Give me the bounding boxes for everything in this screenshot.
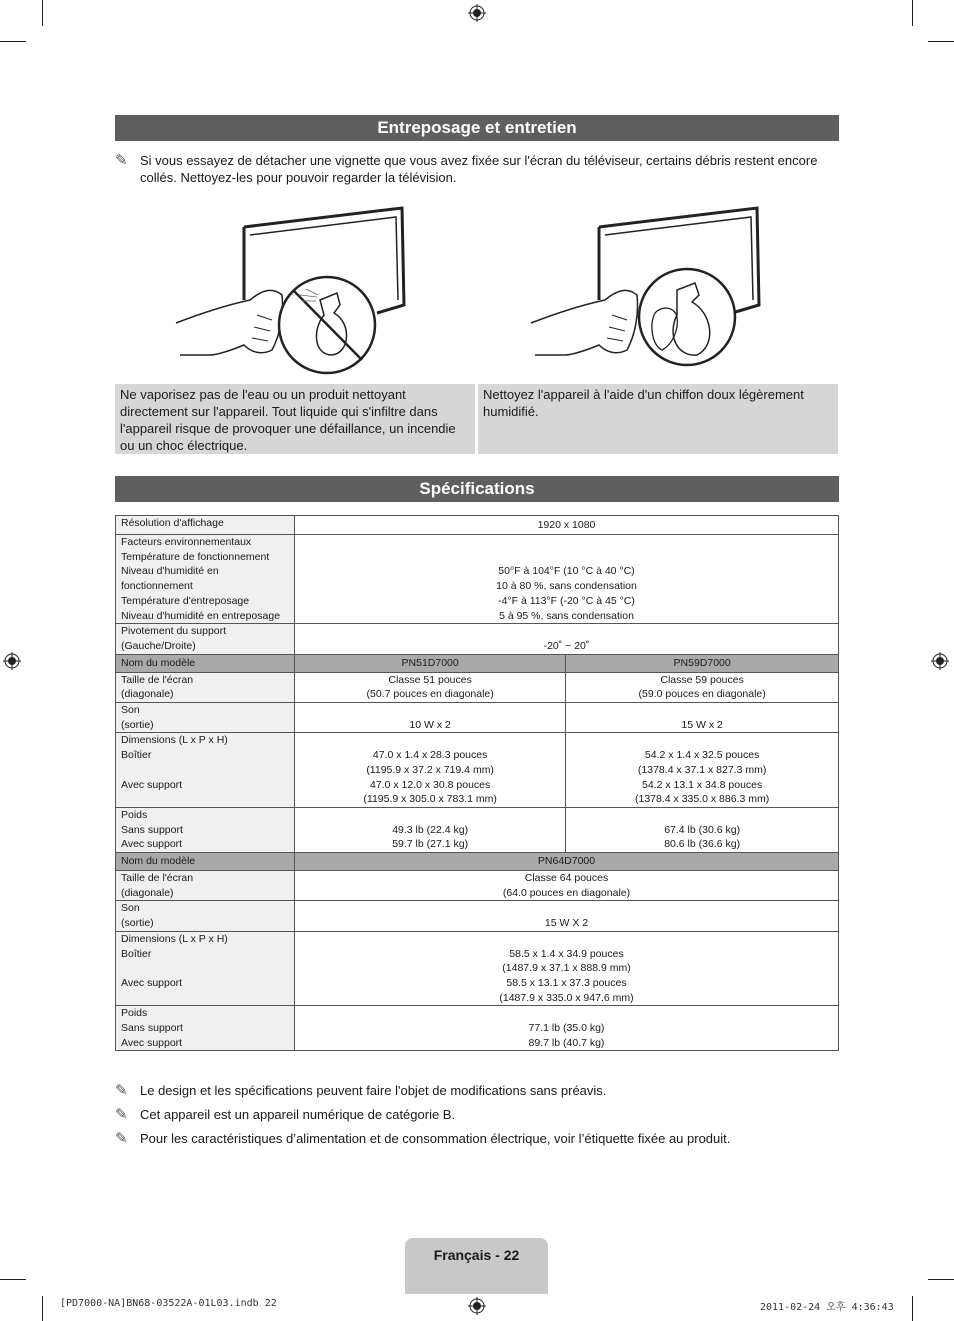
pencil-note-icon: ✎ bbox=[115, 1082, 128, 1099]
crop-mark bbox=[0, 41, 26, 42]
table-row bbox=[116, 901, 839, 931]
pencil-note-icon: ✎ bbox=[115, 1130, 128, 1147]
caption-cloth: Nettoyez l'appareil à l'aide d'un chiffon doux légèrement humidifié. bbox=[478, 384, 838, 454]
spec-label-line: Avec support bbox=[121, 1036, 183, 1049]
spec-value-line: 67.4 lb (30.6 kg) bbox=[664, 823, 741, 836]
spec-value-line: (1378.4 x 37.1 x 827.3 mm) bbox=[637, 763, 767, 776]
spec-label-line: (sortie) bbox=[121, 718, 154, 731]
table-row bbox=[116, 931, 839, 1005]
spec-value-line: 77.1 lb (35.0 kg) bbox=[528, 1022, 605, 1035]
table-row bbox=[116, 1006, 839, 1051]
spec-label-spacer bbox=[121, 961, 289, 976]
spec-value: 10 W x 2 bbox=[295, 703, 566, 733]
spec-label-spacer bbox=[121, 991, 289, 1006]
spec-value: -20˚ ~ 20˚ bbox=[295, 624, 839, 654]
spec-label-line: Température d'entreposage bbox=[121, 594, 250, 607]
spec-label: Nom du modèle bbox=[116, 853, 295, 871]
spec-label bbox=[116, 535, 295, 624]
spec-value-line: 50°F à 104°F (10 °C à 40 °C) bbox=[498, 565, 635, 578]
spec-note bbox=[115, 1082, 839, 1099]
spec-value-line: Classe 51 pouces bbox=[388, 673, 472, 686]
model-name: PN51D7000 bbox=[295, 654, 566, 672]
spec-label-line: Dimensions (L x P x H) bbox=[121, 932, 228, 945]
spec-value bbox=[566, 733, 839, 807]
model-name: PN59D7000 bbox=[566, 654, 839, 672]
spec-value-line: 58.5 x 1.4 x 34.9 pouces bbox=[509, 947, 624, 960]
crop-mark bbox=[928, 41, 954, 42]
spec-label-line: Poids bbox=[121, 1007, 148, 1020]
spec-label-line: Niveau d'humidité en fonctionnement bbox=[121, 565, 219, 593]
spec-value: 15 W x 2 bbox=[566, 703, 839, 733]
cloth-spray-icon bbox=[527, 205, 763, 377]
registration-mark-icon bbox=[468, 1297, 486, 1315]
spec-label-line: Avec support bbox=[121, 838, 183, 851]
spec-label-line: (diagonale) bbox=[121, 688, 174, 701]
spec-value-line: (50.7 pouces en diagonale) bbox=[366, 688, 494, 701]
spec-label bbox=[116, 624, 295, 654]
crop-mark bbox=[912, 0, 913, 26]
spec-label-line: Température de fonctionnement bbox=[121, 550, 270, 563]
slug-left: [PD7000-NA]BN68-03522A-01L03.indb 22 bbox=[60, 1298, 277, 1309]
spec-note-text: Le design et les spécifications peuvent faire l'objet de modifications sans préavis. bbox=[140, 1083, 607, 1098]
storage-note bbox=[115, 152, 839, 186]
spec-value-line: 54.2 x 13.1 x 34.8 pouces bbox=[642, 778, 763, 791]
spec-label-line: Facteurs environnementaux bbox=[121, 536, 252, 548]
spec-value-line: 58.5 x 13.1 x 37.3 pouces bbox=[506, 976, 627, 989]
table-row bbox=[116, 871, 839, 901]
spec-value-line: 49.3 lb (22.4 kg) bbox=[392, 823, 469, 836]
spec-label bbox=[116, 931, 295, 1005]
spec-label-line: Poids bbox=[121, 808, 148, 821]
section-title-storage: Entreposage et entretien bbox=[115, 115, 839, 141]
spec-label-line: (sortie) bbox=[121, 917, 154, 930]
spec-label bbox=[116, 807, 295, 852]
spec-value-line: 47.0 x 12.0 x 30.8 pouces bbox=[370, 778, 491, 791]
spec-value-line: (1195.9 x 305.0 x 783.1 mm) bbox=[363, 793, 497, 806]
slug-right: 2011-02-24 오후 4:36:43 bbox=[760, 1302, 894, 1313]
spec-label bbox=[116, 901, 295, 931]
table-row bbox=[116, 516, 839, 535]
spec-label-line: Boîtier bbox=[121, 947, 152, 960]
spec-value-line: (1378.4 x 335.0 x 886.3 mm) bbox=[635, 793, 770, 806]
registration-mark-icon bbox=[931, 652, 949, 670]
spec-label-line: Avec support bbox=[121, 778, 183, 791]
spec-value: 15 W X 2 bbox=[295, 901, 839, 931]
table-row bbox=[116, 853, 839, 871]
spec-value-line: (1195.9 x 37.2 x 719.4 mm) bbox=[366, 763, 494, 776]
spec-value bbox=[295, 1006, 839, 1051]
table-row bbox=[116, 807, 839, 852]
spec-value bbox=[295, 733, 566, 807]
spec-label-line: Boîtier bbox=[121, 749, 152, 762]
spec-label bbox=[116, 871, 295, 901]
specs-table bbox=[115, 515, 839, 1051]
spec-label-line: Niveau d'humidité en entreposage bbox=[121, 609, 281, 622]
pencil-note-icon: ✎ bbox=[115, 1106, 128, 1123]
spec-value-line: -4°F à 113°F (-20 °C à 45 °C) bbox=[498, 594, 635, 607]
spec-value-line: 89.7 lb (40.7 kg) bbox=[528, 1036, 605, 1049]
table-row bbox=[116, 624, 839, 654]
spec-value-line: 5 à 95 %, sans condensation bbox=[499, 609, 634, 622]
spec-label-line: Sans support bbox=[121, 1022, 183, 1035]
spec-value bbox=[566, 807, 839, 852]
spec-label bbox=[116, 672, 295, 702]
pencil-note-icon: ✎ bbox=[115, 152, 128, 169]
registration-mark-icon bbox=[468, 4, 486, 22]
caption-no-spray: Ne vaporisez pas de l'eau ou un produit nettoyant directement sur l'appareil. Tout liquide qui s'infiltre dans l'appareil risque de provoquer une défaillance, un incendie ou un choc électrique. bbox=[115, 384, 475, 454]
spec-value: 1920 x 1080 bbox=[295, 516, 839, 535]
storage-note-text: Si vous essayez de détacher une vignette que vous avez fixée sur l'écran du téléviseur, certains débris restent encore collés. Nettoyez-les pour pouvoir regarder la télévision. bbox=[140, 153, 818, 185]
table-row bbox=[116, 733, 839, 807]
no-spray-icon bbox=[172, 205, 408, 377]
table-row bbox=[116, 654, 839, 672]
spec-label-line: (diagonale) bbox=[121, 886, 174, 899]
crop-mark bbox=[42, 1296, 43, 1321]
spec-label-spacer bbox=[121, 792, 289, 807]
table-row bbox=[116, 535, 839, 624]
spec-label: Résolution d'affichage bbox=[116, 516, 295, 535]
spec-note bbox=[115, 1106, 839, 1123]
spec-label-line: Son bbox=[121, 704, 140, 717]
table-row bbox=[116, 672, 839, 702]
spec-label-line: Avec support bbox=[121, 976, 183, 989]
spec-label-line: Taille de l'écran bbox=[121, 673, 194, 686]
spec-value bbox=[295, 871, 839, 901]
crop-mark bbox=[42, 0, 43, 26]
spec-label-line: (Gauche/Droite) bbox=[121, 639, 196, 652]
spec-label-line: Pivotement du support bbox=[121, 625, 227, 638]
model-name: PN64D7000 bbox=[295, 853, 839, 871]
spec-value bbox=[295, 931, 839, 1005]
spec-note-text: Cet appareil est un appareil numérique de catégorie B. bbox=[140, 1107, 456, 1122]
spec-label bbox=[116, 1006, 295, 1051]
crop-mark bbox=[928, 1279, 954, 1280]
spec-value-line: 10 à 80 %, sans condensation bbox=[496, 580, 637, 593]
spec-note-text: Pour les caractéristiques d’alimentation et de consommation électrique, voir l’étiquette fixée au produit. bbox=[140, 1131, 731, 1146]
spec-value-line: Classe 64 pouces bbox=[524, 872, 609, 885]
spec-value-line: 54.2 x 1.4 x 32.5 pouces bbox=[644, 749, 760, 762]
crop-mark bbox=[0, 1279, 26, 1280]
section-title-specs: Spécifications bbox=[115, 476, 839, 502]
table-row bbox=[116, 703, 839, 733]
spec-value bbox=[566, 672, 839, 702]
registration-mark-icon bbox=[3, 652, 21, 670]
spec-value bbox=[295, 807, 566, 852]
spec-label bbox=[116, 733, 295, 807]
page-number-tab: Français - 22 bbox=[405, 1238, 548, 1294]
spec-value-line: (1487.9 x 37.1 x 888.9 mm) bbox=[502, 962, 631, 975]
spec-note bbox=[115, 1130, 839, 1147]
spec-value-line: Classe 59 pouces bbox=[660, 673, 744, 686]
spec-label-line: Dimensions (L x P x H) bbox=[121, 734, 228, 747]
spec-label-line: Sans support bbox=[121, 823, 183, 836]
spec-value-line: (1487.9 x 335.0 x 947.6 mm) bbox=[499, 991, 634, 1004]
spec-label: Nom du modèle bbox=[116, 654, 295, 672]
spec-label-line: Taille de l'écran bbox=[121, 872, 194, 885]
spec-label bbox=[116, 703, 295, 733]
crop-mark bbox=[912, 1296, 913, 1321]
spec-value bbox=[295, 535, 839, 624]
spec-label-spacer bbox=[121, 763, 289, 778]
spec-value-line: (64.0 pouces en diagonale) bbox=[502, 886, 631, 899]
spec-value-line: (59.0 pouces en diagonale) bbox=[638, 688, 766, 701]
spec-value-line: 80.6 lb (36.6 kg) bbox=[664, 838, 741, 851]
spec-label-line: Son bbox=[121, 902, 140, 915]
spec-value-line: 47.0 x 1.4 x 28.3 pouces bbox=[372, 749, 488, 762]
spec-value bbox=[295, 672, 566, 702]
spec-value-line: 59.7 lb (27.1 kg) bbox=[392, 838, 469, 851]
